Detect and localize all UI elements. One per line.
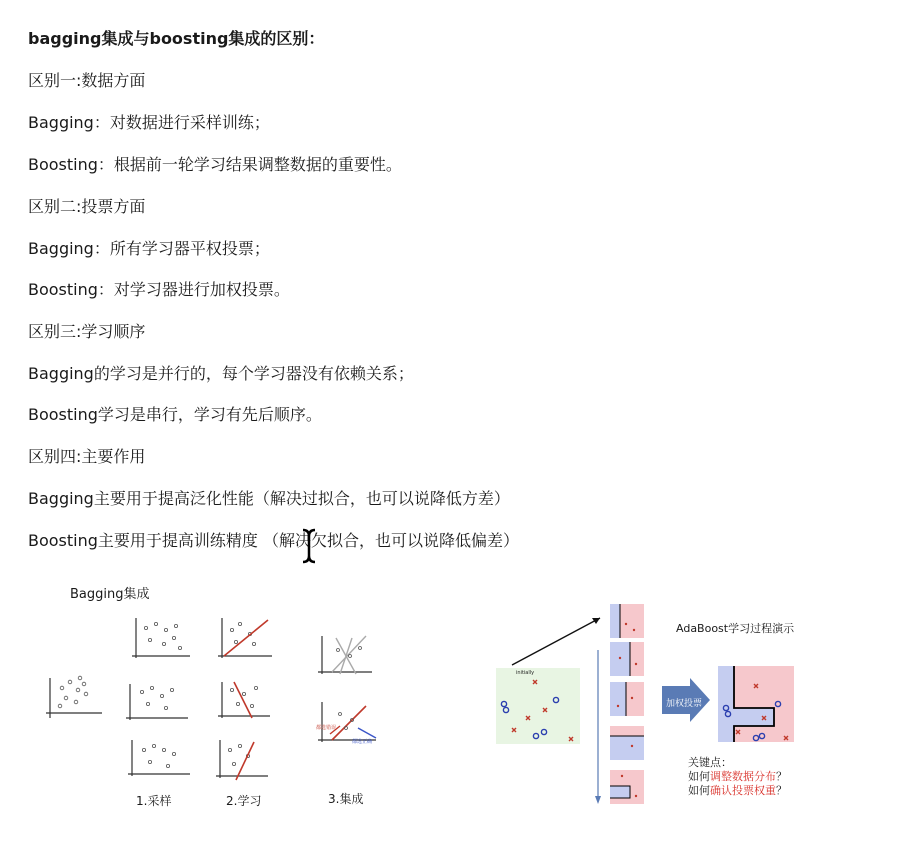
text-line: Bagging的学习是并行的，每个学习器没有依赖关系； xyxy=(28,364,414,383)
ensemble-plot-2 xyxy=(318,702,376,742)
vote-label: 加权投票 xyxy=(666,699,703,709)
key-point-1-suffix: ？ xyxy=(776,770,787,783)
section-heading-2: 区别二:投票方面 xyxy=(28,197,146,216)
initial-panel xyxy=(496,668,580,744)
bagging-figure xyxy=(40,578,400,818)
adaboost-figure xyxy=(492,600,802,810)
text-line: Boosting主要用于提高训练精度 （解决欠拟合，也可以说降低偏差） xyxy=(28,531,519,550)
sample-plot-1 xyxy=(132,618,190,658)
original-data-plot xyxy=(46,676,102,718)
ensemble-plot-1 xyxy=(318,636,372,674)
key-point-2-highlight: 确认投票权重 xyxy=(710,784,776,797)
section-heading-4: 区别四:主要作用 xyxy=(28,447,146,466)
adaboost-title: AdaBoost学习过程演示 xyxy=(676,622,795,635)
sample-plot-3 xyxy=(128,740,190,776)
key-point-2 xyxy=(688,782,787,798)
bagging-diagram xyxy=(40,578,400,818)
section-heading-1: 区别一:数据方面 xyxy=(28,71,146,90)
section-heading-3: 区别三:学习顺序 xyxy=(28,322,146,341)
text-line: Boosting：对学习器进行加权投票。 xyxy=(28,280,290,299)
initial-label: initially xyxy=(516,670,535,676)
key-points-title: 关键点： xyxy=(688,756,732,769)
learner-plot-3 xyxy=(216,740,268,780)
badge-right: 都选正确 xyxy=(352,739,373,745)
learner-plot-2 xyxy=(218,682,270,718)
text-line: Boosting：根据前一轮学习结果调整数据的重要性。 xyxy=(28,155,402,174)
text-line: Boosting学习是串行，学习有先后顺序。 xyxy=(28,405,322,424)
text-line: Bagging：对数据进行采样训练； xyxy=(28,113,270,132)
step-ensemble: 3.集成 xyxy=(328,792,364,806)
key-point-1-highlight: 调整数据分布 xyxy=(710,770,776,783)
round-panels xyxy=(610,604,644,804)
article-title: bagging集成与boosting集成的区别： xyxy=(28,29,325,48)
sample-plot-2 xyxy=(126,684,188,720)
text-line: Bagging：所有学习器平权投票； xyxy=(28,239,270,258)
bagging-figure-title: Bagging集成 xyxy=(70,587,150,602)
text-cursor-icon xyxy=(300,528,318,564)
step-sampling: 1.采样 xyxy=(136,794,172,808)
badge-wrong: 都选错误 xyxy=(316,725,337,731)
text-line: Bagging主要用于提高泛化性能（解决过拟合，也可以说降低方差） xyxy=(28,489,510,508)
learner-plot-1 xyxy=(218,618,272,658)
key-point-2-prefix: 如何 xyxy=(688,784,710,797)
key-point-2-suffix: ？ xyxy=(776,784,787,797)
step-learning: 2.学习 xyxy=(226,794,262,808)
key-point-1-prefix: 如何 xyxy=(688,770,710,783)
